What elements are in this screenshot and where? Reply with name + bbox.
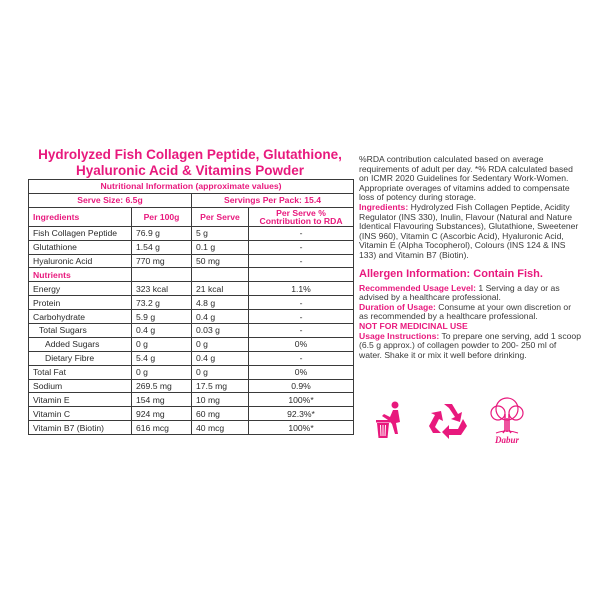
column-header-row xyxy=(29,207,354,226)
table-cell: - xyxy=(249,324,354,338)
dabur-logo-icon xyxy=(484,396,530,446)
table-cell: 92.3%* xyxy=(249,407,354,421)
row-label: Total Sugars xyxy=(29,324,132,338)
row-label: Sodium xyxy=(29,379,132,393)
table-cell: 40 mcg xyxy=(192,421,249,435)
info-panel xyxy=(359,155,581,360)
table-cell: 0 g xyxy=(192,365,249,379)
row-label: Carbohydrate xyxy=(29,310,132,324)
table-cell: 5 g xyxy=(192,226,249,240)
rda-note: %RDA contribution calculated based on average requirements of adult per day. *% RDA calculated based on ICMR 2020 Guidelines for Sedentary Work-Women. Appropriate overages of vitamins added to compensate loss of potency during storage. xyxy=(359,154,573,203)
table-cell: - xyxy=(249,310,354,324)
table-cell: 100%* xyxy=(249,421,354,435)
table-cell: 616 mcg xyxy=(132,421,192,435)
row-label: Dietary Fibre xyxy=(29,351,132,365)
table-cell: 0.4 g xyxy=(192,351,249,365)
table-cell: 5.9 g xyxy=(132,310,192,324)
usage-duration xyxy=(359,303,581,322)
usage-instructions xyxy=(359,332,581,361)
ingredients-text: Hydrolyzed Fish Collagen Peptide, Acidity Regulator (INS 330), Inulin, Flavour (Natural and Nature Identical Flavouring Substances), Glutathione, Sweetener (INS 960), Vitamin C (Ascorbic Acid), Hyaluronic Acid, Vitamin E (Alpha Tocopherol), Colours (INS 124 & INS 133) and Vitamin B7 (Biotin). xyxy=(359,201,579,260)
table-cell: 60 mg xyxy=(192,407,249,421)
table-cell: 1.54 g xyxy=(132,240,192,254)
column-header: Per 100g xyxy=(132,207,192,226)
table-heading-row xyxy=(29,180,354,194)
usage-level-label: Recommended Usage Level: xyxy=(359,282,477,293)
serve-size: Serve Size: 6.5g xyxy=(29,193,192,207)
nutrients-label-row xyxy=(29,268,354,282)
table-cell: 0 g xyxy=(192,337,249,351)
row-label: Protein xyxy=(29,296,132,310)
product-title xyxy=(22,147,358,179)
product-title-line-1: Hydrolyzed Fish Collagen Peptide, Glutathione, xyxy=(38,147,342,162)
table-cell: 4.8 g xyxy=(192,296,249,310)
row-label: Vitamin B7 (Biotin) xyxy=(29,421,132,435)
table-cell: 1.1% xyxy=(249,282,354,296)
row-label: Glutathione xyxy=(29,240,132,254)
row-label: Fish Collagen Peptide xyxy=(29,226,132,240)
brand-name: Dabur xyxy=(494,435,520,445)
table-cell: 0.03 g xyxy=(192,324,249,338)
row-label: Energy xyxy=(29,282,132,296)
table-cell: - xyxy=(249,351,354,365)
table-cell: 10 mg xyxy=(192,393,249,407)
table-cell: - xyxy=(249,226,354,240)
table-cell: 73.2 g xyxy=(132,296,192,310)
product-title-line-2: Hyaluronic Acid & Vitamins Powder xyxy=(75,163,305,178)
table-cell: 5.4 g xyxy=(132,351,192,365)
table-row xyxy=(29,365,354,379)
table-row xyxy=(29,254,354,268)
table-row xyxy=(29,282,354,296)
table-cell: 17.5 mg xyxy=(192,379,249,393)
table-cell: 0% xyxy=(249,365,354,379)
table-cell: 21 kcal xyxy=(192,282,249,296)
serve-info-row xyxy=(29,193,354,207)
column-header: Per Serve % Contribution to RDA xyxy=(249,207,354,226)
nutrition-table xyxy=(28,179,354,435)
nutrients-label: Nutrients xyxy=(29,268,132,282)
table-cell: - xyxy=(249,254,354,268)
instructions-text: To prepare one serving, add 1 scoop (6.5 g approx.) of collagen powder to 200- 250 ml of water. Shake it or mix it well before drinking. xyxy=(359,330,581,360)
table-cell: 0 g xyxy=(132,337,192,351)
dispose-in-bin-icon xyxy=(372,400,406,442)
table-cell: - xyxy=(249,296,354,310)
instructions-label: Usage Instructions: xyxy=(359,330,440,341)
table-cell: 100%* xyxy=(249,393,354,407)
table-cell: 323 kcal xyxy=(132,282,192,296)
table-cell: 924 mg xyxy=(132,407,192,421)
table-row xyxy=(29,226,354,240)
column-header: Ingredients xyxy=(29,207,132,226)
table-cell: 0% xyxy=(249,337,354,351)
table-cell: 0 g xyxy=(132,365,192,379)
table-cell: 770 mg xyxy=(132,254,192,268)
row-label: Total Fat xyxy=(29,365,132,379)
duration-label: Duration of Usage: xyxy=(359,301,436,312)
table-row xyxy=(29,407,354,421)
column-header: Per Serve xyxy=(192,207,249,226)
servings-per-pack: Servings Per Pack: 15.4 xyxy=(192,193,354,207)
table-row xyxy=(29,421,354,435)
table-cell: - xyxy=(249,240,354,254)
table-row xyxy=(29,310,354,324)
table-row xyxy=(29,379,354,393)
table-row xyxy=(29,351,354,365)
duration-text: Consume at your own discretion or as recommended by a healthcare professional. xyxy=(359,301,572,322)
table-row xyxy=(29,337,354,351)
nutrient-rows xyxy=(29,282,354,435)
table-row xyxy=(29,240,354,254)
table-row xyxy=(29,296,354,310)
row-label: Vitamin E xyxy=(29,393,132,407)
recycle-icon xyxy=(427,400,469,440)
table-cell: 0.9% xyxy=(249,379,354,393)
table-row xyxy=(29,393,354,407)
table-cell: 0.4 g xyxy=(192,310,249,324)
row-label: Vitamin C xyxy=(29,407,132,421)
table-cell: 154 mg xyxy=(132,393,192,407)
row-label: Hyaluronic Acid xyxy=(29,254,132,268)
table-heading: Nutritional Information (approximate values) xyxy=(29,180,354,194)
not-medicinal-label: NOT FOR MEDICINAL USE xyxy=(359,320,468,331)
usage-level-text: 1 Serving a day or as advised by a healthcare professional. xyxy=(359,282,560,303)
table-row xyxy=(29,324,354,338)
table-cell: 50 mg xyxy=(192,254,249,268)
allergen-info: Allergen Information: Contain Fish. xyxy=(359,267,543,280)
table-cell: 269.5 mg xyxy=(132,379,192,393)
icon-row xyxy=(370,396,570,456)
usage-level xyxy=(359,284,581,303)
row-label: Added Sugars xyxy=(29,337,132,351)
ingredients-label: Ingredients: xyxy=(359,201,409,212)
ingredient-rows xyxy=(29,226,354,268)
table-cell: 0.1 g xyxy=(192,240,249,254)
table-cell: 0.4 g xyxy=(132,324,192,338)
ingredients-list xyxy=(359,203,581,261)
table-cell: 76.9 g xyxy=(132,226,192,240)
